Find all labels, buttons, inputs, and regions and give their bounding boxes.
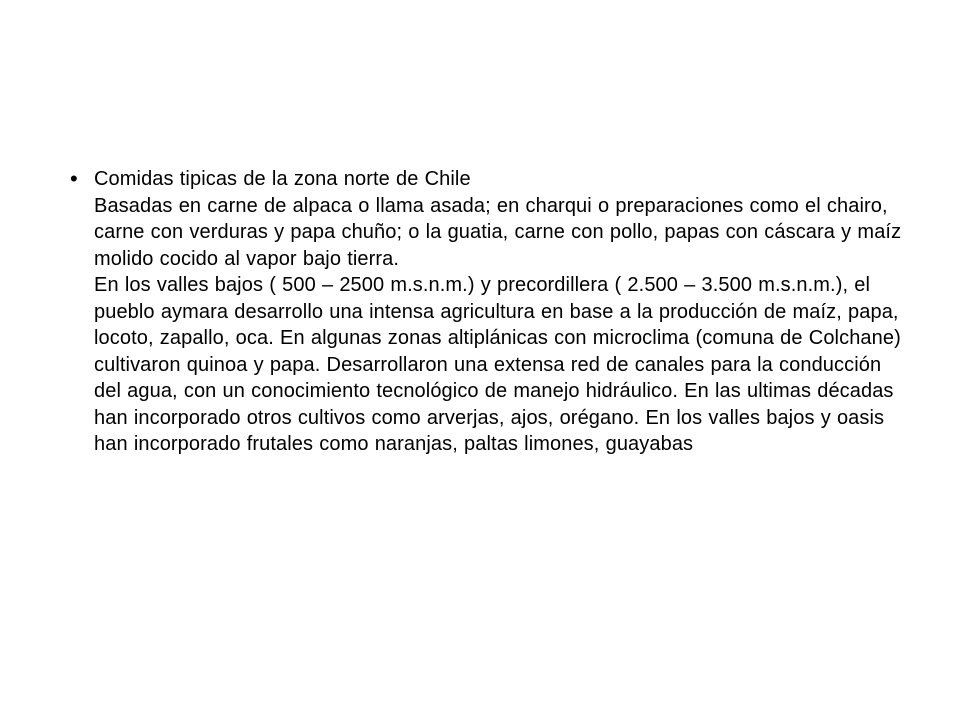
- paragraph-diet: Basadas en carne de alpaca o llama asada; en charqui o preparaciones como el chairo, carne con verduras y papa chuño; o la guatia, carne con pollo, papas con cáscara y maíz molido cocido al vapor bajo tierra.: [94, 194, 902, 270]
- paragraph-agriculture: En los valles bajos ( 500 – 2500 m.s.n.m.) y precordillera ( 2.500 – 3.500 m.s.n.m.), el pueblo aymara desarrollo una intensa agricultura en base a la producción de maíz, papa, locoto, zapallo, oca. En algunas zonas altiplánicas con microclima (comuna de Colchane) cultivaron quinoa y papa. Desarrollaron una extensa red de canales para la conducción del agua, con un conocimiento tecnológico de manejo hidráulico. En las ultimas décadas han incorporado otros cultivos como arverjas, ajos, orégano. En los valles bajos y oasis han incorporado frutales como naranjas, paltas limones, guayabas: [94, 274, 901, 455]
- bullet-heading: Comidas tipicas de la zona norte de Chile: [94, 168, 471, 190]
- bullet-item: [70, 166, 910, 458]
- bullet-icon: •: [70, 166, 78, 191]
- slide-body: [70, 166, 910, 458]
